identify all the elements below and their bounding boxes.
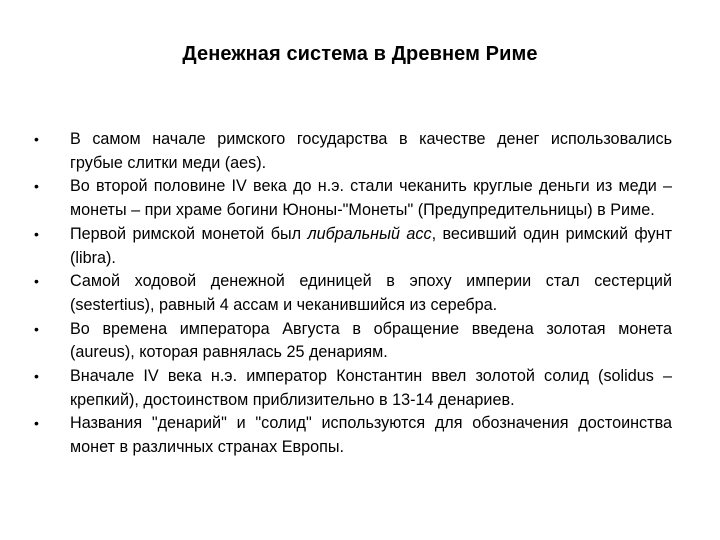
list-item-text [70,225,672,267]
bullet-icon: • [34,178,39,195]
bullet-icon: • [34,273,39,290]
slide-title: Денежная система в Древнем Риме [182,43,538,65]
bullet-icon: • [34,131,39,147]
list-item [34,175,672,222]
bullet-icon: • [34,225,39,242]
list-item-text: Самой ходовой денежной единицей в эпоху империи стал сестерций (sestertius), равный 4 ассам и чеканившийся из серебра. [70,272,672,314]
bullet-icon: • [34,368,39,385]
list-item [34,365,672,412]
bullet-icon: • [34,415,39,432]
list-item-text: Вначале IV века н.э. император Константин ввел золотой солид (solidus – крепкий), достоинством приблизительно в 13-14 денариев. [70,367,672,409]
bullet-icon: • [34,320,39,337]
list-item [34,270,672,317]
list-item-text: Названия "денарий" и "солид" используются для обозначения достоинства монет в различных странах Европы. [70,414,672,457]
list-item-text-start: Первой римской монетой был [70,224,308,243]
list-item [34,128,672,175]
list-item-text-end: , весивший один римский фунт (libra). [70,224,672,267]
list-item [34,223,672,270]
list-item-text: Во второй половине IV века до н.э. стали чеканить круглые деньги из меди – монеты – при храме богини Юноны-"Монеты" (Предупредительницы) в Риме. [70,177,672,220]
list-item [34,412,672,459]
bullet-list [34,128,672,460]
list-item-text: Во времена императора Августа в обращение введена золотая монета (aureus), которая равнялась 25 денариям. [70,319,672,362]
italic-term: либральный асс [307,224,432,243]
list-item-text: В самом начале римского государства в качестве денег использовались грубые слитки меди (aes). [70,130,672,172]
list-item [34,318,672,365]
